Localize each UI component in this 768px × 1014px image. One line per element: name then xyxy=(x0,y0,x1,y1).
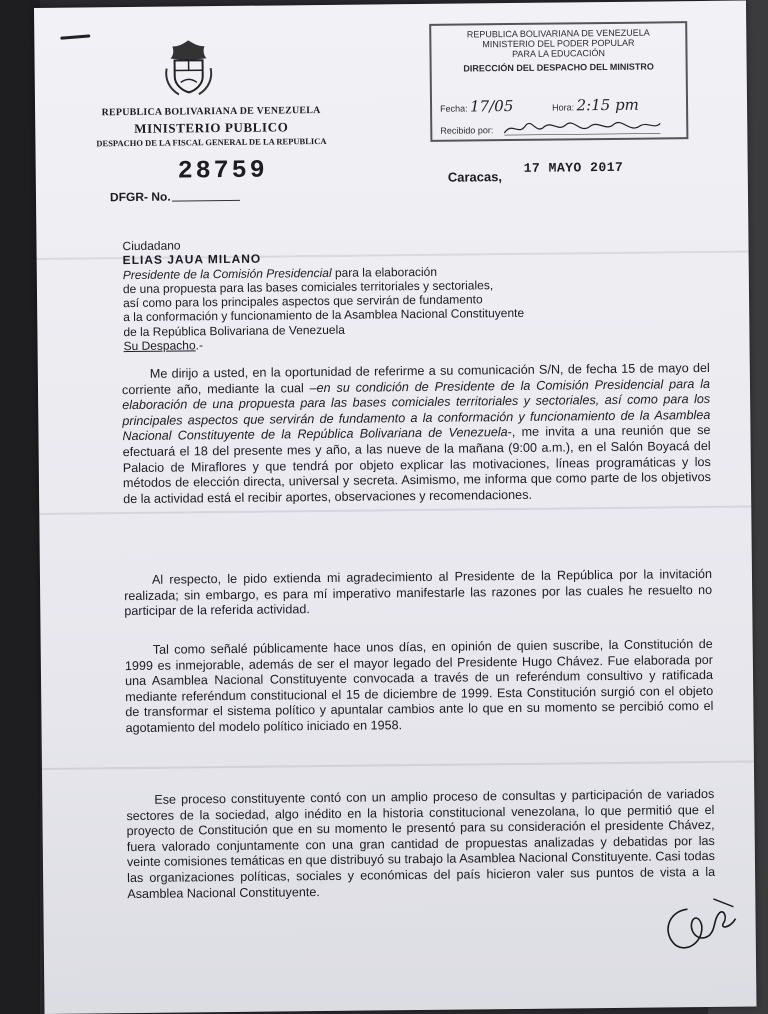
role-italic: Presidente de la Comisión Presidencial xyxy=(122,265,332,282)
addressee-line-6: de la República Bolivariana de Venezuela xyxy=(123,322,345,339)
pen-mark xyxy=(60,34,90,39)
stamp-line-3: PARA LA EDUCACIÓN xyxy=(512,48,605,59)
background-left xyxy=(0,0,40,1014)
su-despacho-suffix: .- xyxy=(195,338,204,353)
reception-stamp xyxy=(429,21,688,142)
addressee-line-5: a la conformación y funcionamiento de la Asamblea Nacional Constituyente xyxy=(123,306,525,325)
addressee-line-4: así como para los principales aspectos que servirán de fundamento xyxy=(123,292,483,311)
addressee-name: ELIAS JAUA MILANO xyxy=(122,251,262,268)
salutation: Ciudadano xyxy=(122,238,181,254)
letter-page xyxy=(34,1,756,1014)
reference-label: DFGR- No. xyxy=(109,189,171,205)
coat-of-arms-icon xyxy=(160,38,217,97)
paper-fold xyxy=(42,761,754,770)
paragraph-4: Ese proceso constituyente contó con un amplio proceso de consultas y participación de variados sectores de la sociedad, algo inédito en la historia constitucional venezolana, lo que permitió que el proyecto de Constitución que en su momento le presentó para su consideración el presidente Chávez, fuera valorado conjuntamente con una gran cantidad de propuestas analizadas y debatidas por las veinte comisiones temáticas en que distribuyó su trabajo la Asamblea Nacional Constituyente. Casi todas las organizaciones políticas, sociales y económicas del país hicieron valer sus puntos de vista a la Asamblea Nacional Constituyente. xyxy=(126,786,716,901)
paragraph-2: Al respecto, le pido extienda mi agradecimiento al Presidente de la República por la invitación realizada; sin embargo, es para mí imperativo manifestarle las razones por las cuales he resuelto no participar de la referida actividad. xyxy=(124,566,713,619)
p1-text-a: Me dirijo a usted, en la oportunidad de referirme a su comunicación S/N, de fecha 15 de mayo del corriente año, mediante la cual – xyxy=(121,360,710,397)
stamp-line-2: MINISTERIO DEL PODER POPULAR xyxy=(482,37,635,50)
stamp-hora-label: Hora: xyxy=(552,102,575,113)
stamp-fecha xyxy=(440,97,513,116)
stamp-fecha-value: 17/05 xyxy=(469,96,514,116)
stamp-line-1: REPUBLICA BOLIVARIANA DE VENEZUELA xyxy=(466,27,650,40)
su-despacho: Su Despacho xyxy=(123,338,196,354)
addressee-block xyxy=(122,234,583,353)
stamp-signature xyxy=(502,115,662,139)
reference-underline xyxy=(172,200,240,202)
stamp-hora xyxy=(552,96,639,115)
letter-date: 17 MAYO 2017 xyxy=(523,159,624,176)
handwritten-signature xyxy=(657,889,742,954)
paragraph-3: Tal como señalé públicamente hace unos días, en opinión de quien suscribe, la Constitución de 1999 es inmejorable, además de ser el mayor legado del Presidente Hugo Chávez. Fue elaborada por una Asamblea Nacional Constituyente convocada a través de un referéndum consultivo y ratificada mediante referéndum constitucional el 15 de diciembre de 1999. Esta Constitución surgió con el objeto de transformar el sistema político y apuntalar cambios ante lo que en su momento se percibió como el agotamiento del modelo político iniciado en 1958. xyxy=(124,636,714,736)
stamp-hora-value: 2:15 pm xyxy=(576,95,639,115)
p1-text-b: -, me invita a una reunión que se efectuará el 18 del presente mes y año, a las nueve de la mañana (9:00 a.m.), en el Salón Boyacá del Palacio de Miraflores y que tendrá por objeto explicar las motivaciones, líneas programáticas y los métodos de elección directa, universal y secreta. Asimismo, me informa que como parte de los objetivos de la actividad está el recibir aportes, observaciones y recomendaciones. xyxy=(122,423,712,506)
p1-text-italic: en su condición de Presidente de la Comisión Presidencial para la elaboración de una propuesta para las bases comiciales territoriales y sectoriales, así como para los principales aspectos que servirán de fundamento a la conformación y funcionamiento de la Asamblea Nacional Constituyente de la República Bolivariana de Venezuela xyxy=(122,376,711,444)
addressee-line-3: de una propuesta para las bases comiciales territoriales y sectoriales, xyxy=(122,278,494,296)
stamp-title: DIRECCIÓN DEL DESPACHO DEL MINISTRO xyxy=(463,61,654,74)
stamp-received-by: Recibido por: xyxy=(440,125,494,136)
role-rest: para la elaboración xyxy=(331,264,438,280)
header-ministry: MINISTERIO PUBLICO xyxy=(134,119,289,136)
header-office: DESPACHO DE LA FISCAL GENERAL DE LA REPUBLICA xyxy=(96,135,327,149)
letter-place: Caracas, xyxy=(447,169,503,185)
header-republic: REPUBLICA BOLIVARIANA DE VENEZUELA xyxy=(101,105,321,119)
paragraph-1 xyxy=(122,361,711,507)
stamp-fecha-label: Fecha: xyxy=(440,103,468,114)
document-number: 28759 xyxy=(177,155,268,186)
